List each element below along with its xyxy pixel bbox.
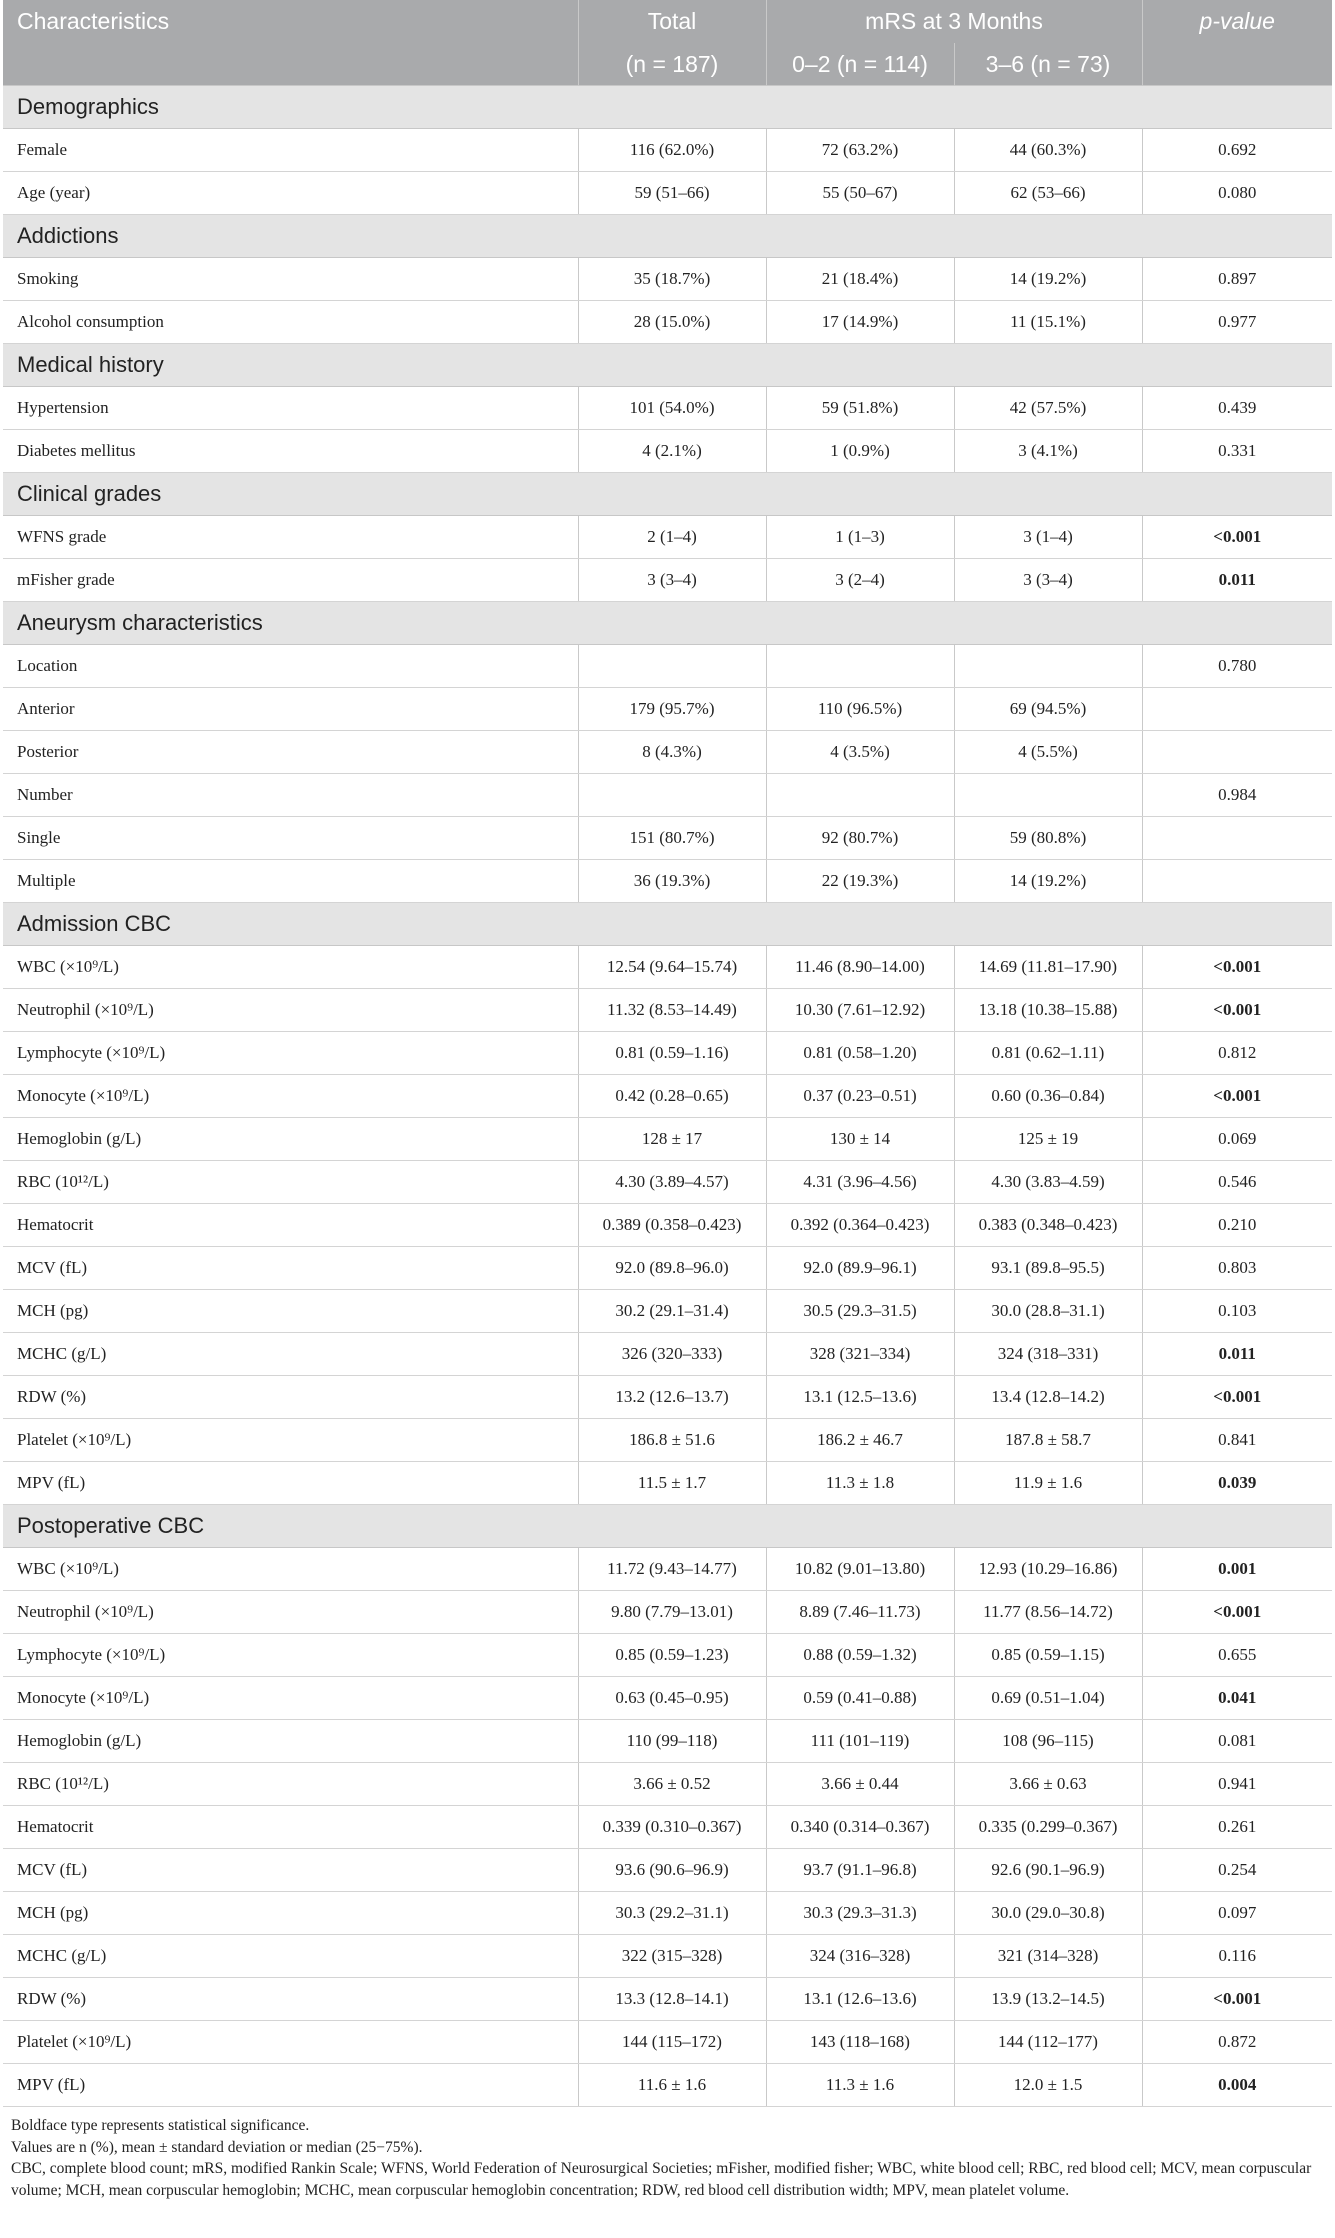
cell-mrs-0-2: 22 (19.3%)	[766, 860, 954, 903]
cell-p-value: 0.897	[1142, 258, 1332, 301]
cell-total: 9.80 (7.79–13.01)	[578, 1591, 766, 1634]
cell-p-value: <0.001	[1142, 1376, 1332, 1419]
cell-mrs-0-2: 0.37 (0.23–0.51)	[766, 1075, 954, 1118]
header-total-n: (n = 187)	[578, 43, 766, 86]
table-row	[3, 1634, 1332, 1677]
cell-total: 13.3 (12.8–14.1)	[578, 1978, 766, 2021]
row-label: Age (year)	[3, 172, 578, 215]
section-header-row	[3, 903, 1332, 946]
cell-mrs-3-6: 3 (4.1%)	[954, 430, 1142, 473]
cell-p-value: 0.069	[1142, 1118, 1332, 1161]
row-label: WBC (×10⁹/L)	[3, 946, 578, 989]
cell-mrs-3-6: 4 (5.5%)	[954, 731, 1142, 774]
cell-mrs-0-2: 10.82 (9.01–13.80)	[766, 1548, 954, 1591]
cell-mrs-3-6: 11.9 ± 1.6	[954, 1462, 1142, 1505]
cell-mrs-3-6: 11.77 (8.56–14.72)	[954, 1591, 1142, 1634]
cell-p-value: 0.103	[1142, 1290, 1332, 1333]
cell-mrs-0-2: 93.7 (91.1–96.8)	[766, 1849, 954, 1892]
row-label: Female	[3, 129, 578, 172]
section-title: Demographics	[3, 86, 1332, 129]
cell-total: 93.6 (90.6–96.9)	[578, 1849, 766, 1892]
cell-mrs-3-6: 0.383 (0.348–0.423)	[954, 1204, 1142, 1247]
section-title: Clinical grades	[3, 473, 1332, 516]
cell-mrs-0-2: 10.30 (7.61–12.92)	[766, 989, 954, 1032]
table-row	[3, 817, 1332, 860]
cell-mrs-0-2: 13.1 (12.5–13.6)	[766, 1376, 954, 1419]
cell-p-value	[1142, 731, 1332, 774]
table-row	[3, 559, 1332, 602]
header-empty-p	[1142, 43, 1332, 86]
row-label: Anterior	[3, 688, 578, 731]
cell-p-value: 0.546	[1142, 1161, 1332, 1204]
cell-mrs-0-2: 72 (63.2%)	[766, 129, 954, 172]
row-label: Monocyte (×10⁹/L)	[3, 1677, 578, 1720]
table-row	[3, 1978, 1332, 2021]
table-row	[3, 172, 1332, 215]
cell-mrs-0-2: 92.0 (89.9–96.1)	[766, 1247, 954, 1290]
cell-mrs-0-2: 59 (51.8%)	[766, 387, 954, 430]
header-mrs-0-2: 0–2 (n = 114)	[766, 43, 954, 86]
cell-p-value: 0.081	[1142, 1720, 1332, 1763]
cell-mrs-0-2	[766, 774, 954, 817]
row-label: MCH (pg)	[3, 1892, 578, 1935]
cell-mrs-3-6: 0.85 (0.59–1.15)	[954, 1634, 1142, 1677]
row-label: Hematocrit	[3, 1806, 578, 1849]
cell-mrs-3-6: 92.6 (90.1–96.9)	[954, 1849, 1142, 1892]
cell-mrs-0-2: 4.31 (3.96–4.56)	[766, 1161, 954, 1204]
table-row	[3, 1419, 1332, 1462]
cell-total: 0.42 (0.28–0.65)	[578, 1075, 766, 1118]
row-label: MCHC (g/L)	[3, 1333, 578, 1376]
cell-total: 3.66 ± 0.52	[578, 1763, 766, 1806]
row-label: RDW (%)	[3, 1376, 578, 1419]
cell-mrs-3-6: 30.0 (29.0–30.8)	[954, 1892, 1142, 1935]
header-total: Total	[578, 0, 766, 43]
cell-p-value: 0.041	[1142, 1677, 1332, 1720]
cell-mrs-0-2: 0.59 (0.41–0.88)	[766, 1677, 954, 1720]
cell-mrs-3-6	[954, 774, 1142, 817]
cell-total: 2 (1–4)	[578, 516, 766, 559]
table-footnotes	[3, 2107, 1332, 2201]
cell-total: 59 (51–66)	[578, 172, 766, 215]
cell-mrs-0-2: 8.89 (7.46–11.73)	[766, 1591, 954, 1634]
cell-mrs-0-2: 130 ± 14	[766, 1118, 954, 1161]
cell-mrs-3-6: 321 (314–328)	[954, 1935, 1142, 1978]
table-row	[3, 1591, 1332, 1634]
row-label: MCHC (g/L)	[3, 1935, 578, 1978]
cell-mrs-3-6: 93.1 (89.8–95.5)	[954, 1247, 1142, 1290]
cell-total: 144 (115–172)	[578, 2021, 766, 2064]
cell-total: 35 (18.7%)	[578, 258, 766, 301]
table-row	[3, 1806, 1332, 1849]
cell-mrs-0-2: 0.81 (0.58–1.20)	[766, 1032, 954, 1075]
cell-mrs-3-6	[954, 645, 1142, 688]
cell-total: 128 ± 17	[578, 1118, 766, 1161]
cell-p-value	[1142, 688, 1332, 731]
footnote: Boldface type represents statistical significance.	[11, 2117, 310, 2134]
cell-mrs-0-2: 11.3 ± 1.8	[766, 1462, 954, 1505]
table-row	[3, 688, 1332, 731]
section-header-row	[3, 602, 1332, 645]
table-body	[3, 86, 1332, 2107]
section-header-row	[3, 344, 1332, 387]
cell-p-value: 0.692	[1142, 129, 1332, 172]
header-p-value: p-value	[1142, 0, 1332, 43]
row-label: Platelet (×10⁹/L)	[3, 2021, 578, 2064]
row-label: RBC (10¹²/L)	[3, 1161, 578, 1204]
header-mrs-group: mRS at 3 Months	[766, 0, 1142, 43]
cell-p-value: 0.812	[1142, 1032, 1332, 1075]
cell-p-value: 0.080	[1142, 172, 1332, 215]
cell-mrs-0-2: 30.3 (29.3–31.3)	[766, 1892, 954, 1935]
row-label: MCV (fL)	[3, 1247, 578, 1290]
cell-p-value: <0.001	[1142, 1978, 1332, 2021]
cell-p-value: 0.780	[1142, 645, 1332, 688]
row-label: Hypertension	[3, 387, 578, 430]
cell-p-value: 0.039	[1142, 1462, 1332, 1505]
table-row	[3, 1849, 1332, 1892]
section-title: Addictions	[3, 215, 1332, 258]
cell-total: 11.5 ± 1.7	[578, 1462, 766, 1505]
characteristics-table	[3, 0, 1332, 2107]
cell-mrs-3-6: 187.8 ± 58.7	[954, 1419, 1142, 1462]
cell-total: 4.30 (3.89–4.57)	[578, 1161, 766, 1204]
cell-mrs-0-2: 4 (3.5%)	[766, 731, 954, 774]
row-label: Neutrophil (×10⁹/L)	[3, 989, 578, 1032]
table-row	[3, 1677, 1332, 1720]
cell-total: 322 (315–328)	[578, 1935, 766, 1978]
row-label: Posterior	[3, 731, 578, 774]
cell-p-value: 0.097	[1142, 1892, 1332, 1935]
cell-mrs-3-6: 125 ± 19	[954, 1118, 1142, 1161]
cell-total: 11.6 ± 1.6	[578, 2064, 766, 2107]
cell-total: 186.8 ± 51.6	[578, 1419, 766, 1462]
cell-p-value: <0.001	[1142, 946, 1332, 989]
section-title: Medical history	[3, 344, 1332, 387]
table-row	[3, 1548, 1332, 1591]
table-row	[3, 989, 1332, 1032]
cell-total: 0.389 (0.358–0.423)	[578, 1204, 766, 1247]
cell-mrs-0-2: 3.66 ± 0.44	[766, 1763, 954, 1806]
cell-total: 151 (80.7%)	[578, 817, 766, 860]
section-title: Aneurysm characteristics	[3, 602, 1332, 645]
cell-p-value: 0.977	[1142, 301, 1332, 344]
cell-mrs-3-6: 144 (112–177)	[954, 2021, 1142, 2064]
table-row	[3, 1333, 1332, 1376]
cell-mrs-0-2: 186.2 ± 46.7	[766, 1419, 954, 1462]
table-row	[3, 129, 1332, 172]
cell-mrs-0-2: 0.88 (0.59–1.32)	[766, 1634, 954, 1677]
row-label: RDW (%)	[3, 1978, 578, 2021]
cell-mrs-3-6: 0.69 (0.51–1.04)	[954, 1677, 1142, 1720]
cell-mrs-3-6: 14 (19.2%)	[954, 860, 1142, 903]
cell-total: 92.0 (89.8–96.0)	[578, 1247, 766, 1290]
cell-p-value: 0.941	[1142, 1763, 1332, 1806]
cell-p-value: 0.210	[1142, 1204, 1332, 1247]
cell-mrs-3-6: 4.30 (3.83–4.59)	[954, 1161, 1142, 1204]
cell-mrs-3-6: 3 (3–4)	[954, 559, 1142, 602]
cell-total: 0.339 (0.310–0.367)	[578, 1806, 766, 1849]
section-title: Admission CBC	[3, 903, 1332, 946]
cell-p-value	[1142, 817, 1332, 860]
cell-mrs-3-6: 30.0 (28.8–31.1)	[954, 1290, 1142, 1333]
cell-p-value: 0.116	[1142, 1935, 1332, 1978]
cell-p-value: 0.011	[1142, 1333, 1332, 1376]
row-label: Number	[3, 774, 578, 817]
row-label: Diabetes mellitus	[3, 430, 578, 473]
row-label: Hemoglobin (g/L)	[3, 1720, 578, 1763]
cell-total: 3 (3–4)	[578, 559, 766, 602]
cell-total: 0.85 (0.59–1.23)	[578, 1634, 766, 1677]
row-label: Multiple	[3, 860, 578, 903]
table-row	[3, 1032, 1332, 1075]
table-row	[3, 946, 1332, 989]
cell-total: 0.63 (0.45–0.95)	[578, 1677, 766, 1720]
cell-total: 30.3 (29.2–31.1)	[578, 1892, 766, 1935]
cell-total: 13.2 (12.6–13.7)	[578, 1376, 766, 1419]
cell-mrs-3-6: 14.69 (11.81–17.90)	[954, 946, 1142, 989]
cell-mrs-3-6: 44 (60.3%)	[954, 129, 1142, 172]
cell-mrs-0-2: 30.5 (29.3–31.5)	[766, 1290, 954, 1333]
row-label: WFNS grade	[3, 516, 578, 559]
cell-total: 36 (19.3%)	[578, 860, 766, 903]
table-row	[3, 1204, 1332, 1247]
table-row	[3, 1247, 1332, 1290]
cell-p-value: 0.254	[1142, 1849, 1332, 1892]
cell-mrs-0-2: 11.3 ± 1.6	[766, 2064, 954, 2107]
row-label: Location	[3, 645, 578, 688]
cell-p-value: <0.001	[1142, 989, 1332, 1032]
cell-p-value: <0.001	[1142, 1075, 1332, 1118]
cell-mrs-3-6: 108 (96–115)	[954, 1720, 1142, 1763]
cell-p-value: 0.001	[1142, 1548, 1332, 1591]
row-label: Single	[3, 817, 578, 860]
cell-p-value: 0.011	[1142, 559, 1332, 602]
cell-total: 12.54 (9.64–15.74)	[578, 946, 766, 989]
cell-p-value: <0.001	[1142, 516, 1332, 559]
table-container	[3, 0, 1332, 2201]
cell-mrs-0-2: 17 (14.9%)	[766, 301, 954, 344]
cell-mrs-3-6: 42 (57.5%)	[954, 387, 1142, 430]
cell-p-value: 0.984	[1142, 774, 1332, 817]
cell-mrs-0-2: 0.392 (0.364–0.423)	[766, 1204, 954, 1247]
table-row	[3, 430, 1332, 473]
table-row	[3, 1720, 1332, 1763]
cell-total: 11.32 (8.53–14.49)	[578, 989, 766, 1032]
cell-mrs-3-6: 13.18 (10.38–15.88)	[954, 989, 1142, 1032]
cell-mrs-3-6: 3 (1–4)	[954, 516, 1142, 559]
section-header-row	[3, 1505, 1332, 1548]
row-label: Monocyte (×10⁹/L)	[3, 1075, 578, 1118]
table-row	[3, 1935, 1332, 1978]
cell-mrs-0-2: 328 (321–334)	[766, 1333, 954, 1376]
cell-mrs-3-6: 62 (53–66)	[954, 172, 1142, 215]
cell-total: 11.72 (9.43–14.77)	[578, 1548, 766, 1591]
cell-mrs-3-6: 69 (94.5%)	[954, 688, 1142, 731]
cell-p-value: 0.004	[1142, 2064, 1332, 2107]
cell-total: 110 (99–118)	[578, 1720, 766, 1763]
table-row	[3, 1763, 1332, 1806]
table-row	[3, 731, 1332, 774]
cell-p-value: 0.803	[1142, 1247, 1332, 1290]
table-row	[3, 2064, 1332, 2107]
table-row	[3, 258, 1332, 301]
cell-p-value: 0.261	[1142, 1806, 1332, 1849]
cell-total: 0.81 (0.59–1.16)	[578, 1032, 766, 1075]
row-label: Neutrophil (×10⁹/L)	[3, 1591, 578, 1634]
cell-mrs-3-6: 12.0 ± 1.5	[954, 2064, 1142, 2107]
row-label: MPV (fL)	[3, 1462, 578, 1505]
cell-total: 101 (54.0%)	[578, 387, 766, 430]
cell-total	[578, 645, 766, 688]
row-label: MPV (fL)	[3, 2064, 578, 2107]
cell-mrs-3-6: 12.93 (10.29–16.86)	[954, 1548, 1142, 1591]
row-label: Lymphocyte (×10⁹/L)	[3, 1032, 578, 1075]
table-row	[3, 860, 1332, 903]
cell-mrs-0-2: 1 (0.9%)	[766, 430, 954, 473]
table-row	[3, 645, 1332, 688]
cell-mrs-0-2: 143 (118–168)	[766, 2021, 954, 2064]
cell-mrs-0-2: 55 (50–67)	[766, 172, 954, 215]
row-label: Lymphocyte (×10⁹/L)	[3, 1634, 578, 1677]
cell-mrs-3-6: 3.66 ± 0.63	[954, 1763, 1142, 1806]
cell-mrs-3-6: 13.4 (12.8–14.2)	[954, 1376, 1142, 1419]
header-mrs-3-6: 3–6 (n = 73)	[954, 43, 1142, 86]
section-header-row	[3, 86, 1332, 129]
row-label: WBC (×10⁹/L)	[3, 1548, 578, 1591]
row-label: MCV (fL)	[3, 1849, 578, 1892]
cell-p-value: 0.439	[1142, 387, 1332, 430]
cell-mrs-0-2: 0.340 (0.314–0.367)	[766, 1806, 954, 1849]
cell-mrs-3-6: 0.81 (0.62–1.11)	[954, 1032, 1142, 1075]
cell-p-value: 0.841	[1142, 1419, 1332, 1462]
cell-p-value: 0.655	[1142, 1634, 1332, 1677]
table-row	[3, 387, 1332, 430]
table-row	[3, 1376, 1332, 1419]
row-label: mFisher grade	[3, 559, 578, 602]
cell-p-value: 0.331	[1142, 430, 1332, 473]
cell-total: 28 (15.0%)	[578, 301, 766, 344]
cell-total: 8 (4.3%)	[578, 731, 766, 774]
cell-total	[578, 774, 766, 817]
cell-total: 30.2 (29.1–31.4)	[578, 1290, 766, 1333]
cell-mrs-3-6: 59 (80.8%)	[954, 817, 1142, 860]
row-label: Alcohol consumption	[3, 301, 578, 344]
cell-mrs-0-2	[766, 645, 954, 688]
cell-p-value	[1142, 860, 1332, 903]
section-title: Postoperative CBC	[3, 1505, 1332, 1548]
row-label: RBC (10¹²/L)	[3, 1763, 578, 1806]
cell-total: 116 (62.0%)	[578, 129, 766, 172]
section-header-row	[3, 473, 1332, 516]
cell-mrs-0-2: 13.1 (12.6–13.6)	[766, 1978, 954, 2021]
cell-p-value: <0.001	[1142, 1591, 1332, 1634]
cell-mrs-0-2: 11.46 (8.90–14.00)	[766, 946, 954, 989]
cell-mrs-3-6: 0.60 (0.36–0.84)	[954, 1075, 1142, 1118]
row-label: Smoking	[3, 258, 578, 301]
cell-mrs-3-6: 13.9 (13.2–14.5)	[954, 1978, 1142, 2021]
header-empty	[3, 43, 578, 86]
footnote: CBC, complete blood count; mRS, modified Rankin Scale; WFNS, World Federation of Neurosurgical Societies; mFisher, modified fisher; WBC, white blood cell; RBC, red blood cell; MCV, mean corpuscular volume; MCH, mean corpuscular hemoglobin; MCHC, mean corpuscular hemoglobin concentration; RDW, red blood cell distribution width; MPV, mean platelet volume.	[11, 2160, 1312, 2199]
table-row	[3, 1892, 1332, 1935]
cell-mrs-0-2: 21 (18.4%)	[766, 258, 954, 301]
table-row	[3, 1290, 1332, 1333]
cell-mrs-3-6: 11 (15.1%)	[954, 301, 1142, 344]
table-row	[3, 2021, 1332, 2064]
cell-mrs-0-2: 111 (101–119)	[766, 1720, 954, 1763]
header-characteristics: Characteristics	[3, 0, 578, 43]
cell-p-value: 0.872	[1142, 2021, 1332, 2064]
cell-mrs-0-2: 1 (1–3)	[766, 516, 954, 559]
table-row	[3, 301, 1332, 344]
row-label: Hematocrit	[3, 1204, 578, 1247]
table-row	[3, 1118, 1332, 1161]
cell-mrs-3-6: 14 (19.2%)	[954, 258, 1142, 301]
row-label: Hemoglobin (g/L)	[3, 1118, 578, 1161]
table-row	[3, 1161, 1332, 1204]
cell-mrs-0-2: 92 (80.7%)	[766, 817, 954, 860]
table-row	[3, 1462, 1332, 1505]
table-row	[3, 516, 1332, 559]
cell-total: 4 (2.1%)	[578, 430, 766, 473]
cell-mrs-0-2: 3 (2–4)	[766, 559, 954, 602]
table-row	[3, 1075, 1332, 1118]
section-header-row	[3, 215, 1332, 258]
cell-total: 179 (95.7%)	[578, 688, 766, 731]
footnote: Values are n (%), mean ± standard deviation or median (25−75%).	[11, 2138, 423, 2156]
row-label: Platelet (×10⁹/L)	[3, 1419, 578, 1462]
cell-mrs-3-6: 324 (318–331)	[954, 1333, 1142, 1376]
cell-total: 326 (320–333)	[578, 1333, 766, 1376]
cell-mrs-0-2: 110 (96.5%)	[766, 688, 954, 731]
table-row	[3, 774, 1332, 817]
cell-mrs-3-6: 0.335 (0.299–0.367)	[954, 1806, 1142, 1849]
row-label: MCH (pg)	[3, 1290, 578, 1333]
cell-mrs-0-2: 324 (316–328)	[766, 1935, 954, 1978]
